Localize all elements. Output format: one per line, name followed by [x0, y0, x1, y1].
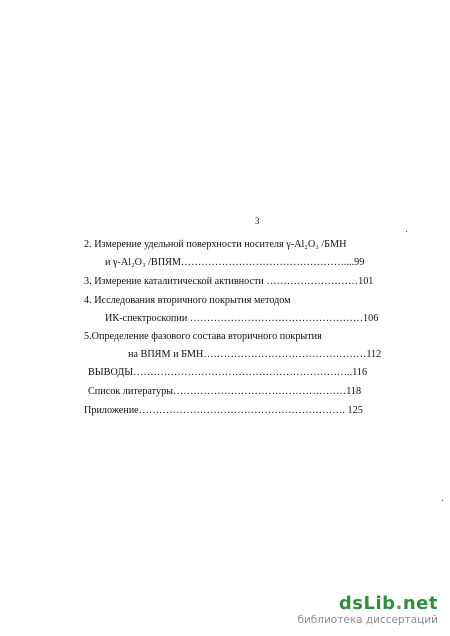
toc-entry-2-line-2: и γ-Al₂O₃ /ВПЯМ…………………………………………....99 [105, 257, 365, 268]
toc-entry-4-line-2: ИК-спектроскопии ……………………………………………106 [105, 313, 379, 324]
toc-entry-5-line-2: на ВПЯМ и БМН…………………………………………112 [128, 349, 382, 360]
toc-entry-3: 3. Измерение каталитической активности ………………………101 [84, 276, 374, 287]
toc-entry-2-line-1: 2. Измерение удельной поверхности носителя γ-Al₂O₃ /БМН [84, 239, 347, 250]
scan-speck [406, 231, 407, 232]
toc-entry-5-line-1: 5.Определение фазового состава вторичного покрытия [84, 331, 322, 342]
watermark [297, 593, 438, 626]
toc-entry-appendix: Приложение……………………………………………………. 125 [84, 405, 363, 416]
watermark-logo-left: dsLib [338, 593, 396, 614]
toc-entry-4-line-1: 4. Исследования вторичного покрытия методом [84, 295, 291, 306]
toc-entry-references: Список литературы……………………………………………118 [88, 386, 362, 397]
scan-speck [442, 500, 443, 501]
watermark-logo [297, 593, 438, 614]
watermark-logo-right: net [402, 593, 438, 614]
toc-entry-conclusions: ВЫВОДЫ………………………………………………………..116 [88, 367, 368, 378]
page-number: 3 [255, 216, 260, 226]
watermark-logo-dot: . [395, 593, 403, 614]
watermark-subtitle: библиотека диссертаций [297, 614, 438, 626]
